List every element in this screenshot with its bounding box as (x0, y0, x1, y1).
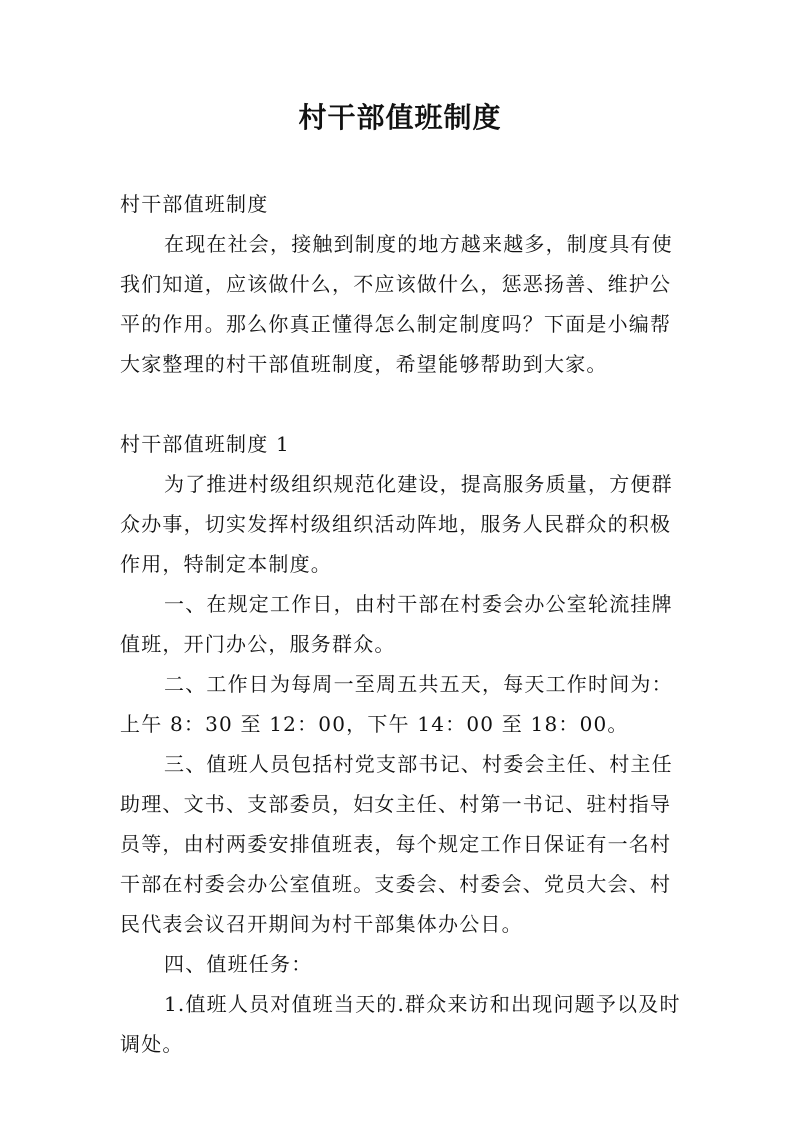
intro-heading: 村干部值班制度 (120, 192, 269, 216)
section1-paragraph: 二、工作日为每周一至周五共五天，每天工作时间为：上午 8：30 至 12：00，下午 14：00 至 18：00。 (120, 672, 673, 736)
section1-heading: 村干部值班制度 1 (120, 432, 290, 456)
section1-paragraph: 一、在规定工作日，由村干部在村委会办公室轮流挂牌值班，开门办公，服务群众。 (120, 592, 673, 656)
document-body (120, 184, 690, 1064)
section1-paragraph: 1.值班人员对值班当天的.群众来访和出现问题予以及时调处。 (120, 992, 681, 1056)
intro-paragraph: 在现在社会，接触到制度的地方越来越多，制度具有使我们知道，应该做什么，不应该做什么，惩恶扬善、维护公平的作用。那么你真正懂得怎么制定制度吗？下面是小编帮大家整理的村干部值班制度，希望能够帮助到大家。 (120, 232, 673, 376)
section1-paragraph: 四、值班任务： (164, 952, 313, 976)
section-spacer (120, 384, 690, 424)
document-title: 村干部值班制度 (298, 101, 502, 134)
section1-paragraph: 为了推进村级组织规范化建设，提高服务质量，方便群众办事，切实发挥村级组织活动阵地，服务人民群众的积极作用，特制定本制度。 (120, 472, 673, 576)
section1-paragraph: 三、值班人员包括村党支部书记、村委会主任、村主任助理、文书、支部委员，妇女主任、村第一书记、驻村指导员等，由村两委安排值班表，每个规定工作日保证有一名村干部在村委会办公室值班。支委会、村委会、党员大会、村民代表会议召开期间为村干部集体办公日。 (120, 752, 673, 936)
